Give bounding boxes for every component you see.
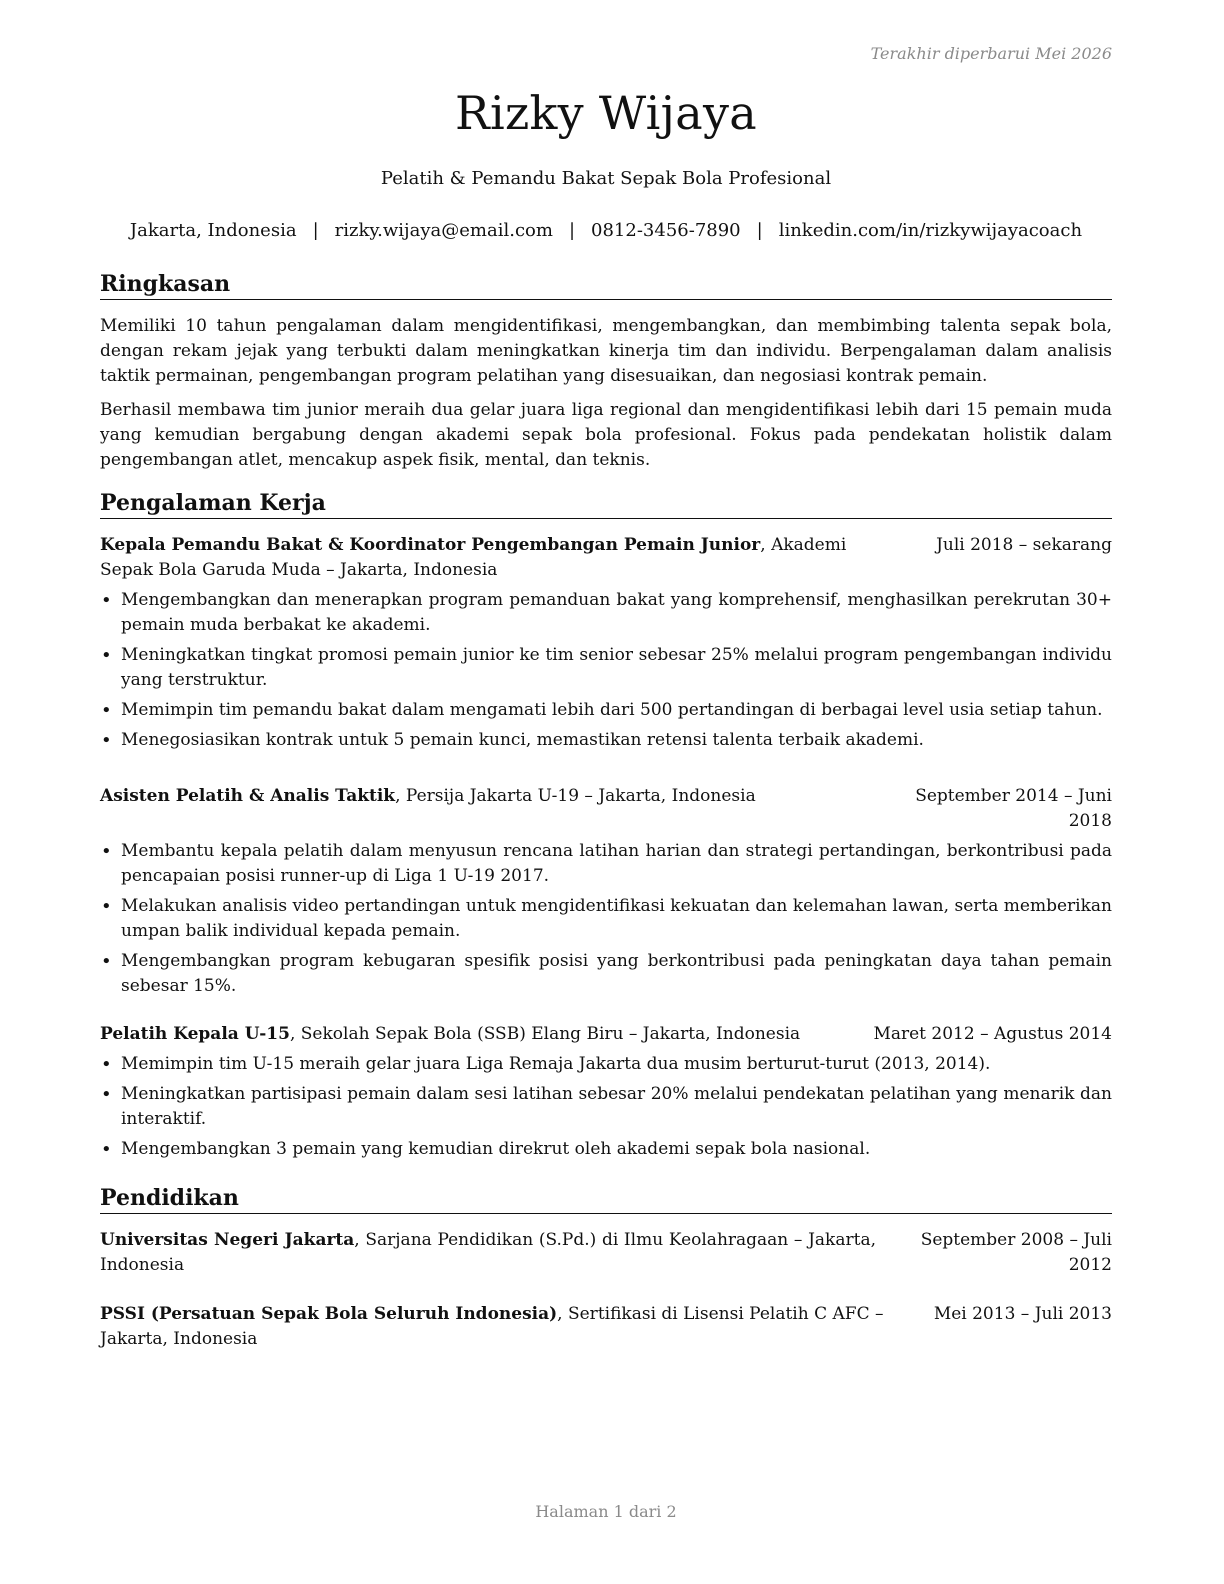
education-institution: Universitas Negeri Jakarta: [100, 1230, 355, 1250]
list-item: • Mengembangkan program kebugaran spesifik posisi yang berkontribusi pada peningkatan daya tahan pemain sebesar 15%.: [100, 949, 1112, 999]
list-item: • Memimpin tim U-15 meraih gelar juara Liga Remaja Jakarta dua musim berturut-turut (2013, 2014).: [100, 1052, 1112, 1077]
list-item: • Mengembangkan dan menerapkan program pemanduan bakat yang komprehensif, menghasilkan perekrutan 30+ pemain muda berbakat ke akademi.: [100, 588, 1112, 638]
resume-page: [100, 0, 1112, 1584]
job-dates: Juli 2018 – sekarang: [936, 535, 1112, 555]
education-title-line: [100, 1302, 890, 1352]
list-item: • Menegosiasikan kontrak untuk 5 pemain kunci, memastikan retensi talenta terbaik akademi.: [100, 728, 1112, 753]
summary-paragraph: Berhasil membawa tim junior meraih dua gelar juara liga regional dan mengidentifikasi lebih dari 15 pemain muda yang kemudian bergabung dengan akademi sepak bola profesional. Fokus pada pendekatan holistik dalam pengembangan atlet, mencakup aspek fisik, mental, dan teknis.: [100, 400, 1112, 470]
section-title-education: Pendidikan: [100, 1184, 1112, 1214]
list-item: • Membantu kepala pelatih dalam menyusun rencana latihan harian dan strategi pertandingan, berkontribusi pada pencapaian posisi runner-up di Liga 1 U-19 2017.: [100, 839, 1112, 889]
job-achievements: [100, 1052, 1112, 1167]
education-institution: PSSI (Persatuan Sepak Bola Seluruh Indonesia): [100, 1304, 558, 1324]
education-title-line: [100, 1228, 876, 1278]
list-item: • Melakukan analisis video pertandingan untuk mengidentifikasi kekuatan dan kelemahan lawan, serta memberikan umpan balik individual kepada pemain.: [100, 894, 1112, 944]
section-title-experience: Pengalaman Kerja: [100, 489, 1112, 519]
contact-phone[interactable]: 0812-3456-7890: [591, 220, 741, 241]
education-dates: September 2008 – Juli 2012: [920, 1230, 1112, 1275]
job-dates: Maret 2012 – Agustus 2014: [873, 1024, 1112, 1044]
contact-separator: |: [312, 220, 319, 241]
education-dates: Mei 2013 – Juli 2013: [933, 1304, 1112, 1324]
section-title-summary: Ringkasan: [100, 270, 1112, 300]
contact-email[interactable]: rizky.wijaya@email.com: [334, 220, 553, 241]
job-role: Pelatih Kepala U-15: [100, 1024, 290, 1044]
list-item: • Mengembangkan 3 pemain yang kemudian direkrut oleh akademi sepak bola nasional.: [100, 1137, 1112, 1162]
job-role: Asisten Pelatih & Analis Taktik: [100, 786, 396, 806]
job-dates: September 2014 – Juni 2018: [915, 786, 1112, 831]
list-item: • Meningkatkan tingkat promosi pemain junior ke tim senior sebesar 25% melalui program pengembangan individu yang terstruktur.: [100, 643, 1112, 693]
job-achievements: [100, 588, 1112, 758]
contact-separator: |: [756, 220, 763, 241]
candidate-name: Rizky Wijaya: [455, 86, 757, 140]
last-updated-note: Terakhir diperbarui Mei 2026: [870, 44, 1112, 63]
job-achievements: [100, 839, 1112, 1004]
list-item: • Meningkatkan partisipasi pemain dalam sesi latihan sebesar 20% melalui pendekatan pelatihan yang menarik dan interaktif.: [100, 1082, 1112, 1132]
job-organization: , Sekolah Sepak Bola (SSB) Elang Biru – Jakarta, Indonesia: [289, 1024, 801, 1044]
candidate-headline: Pelatih & Pemandu Bakat Sepak Bola Profesional: [380, 168, 832, 189]
contact-line: [100, 220, 1112, 241]
contact-separator: |: [568, 220, 576, 241]
contact-location: Jakarta, Indonesia: [129, 220, 297, 241]
job-title-line: [100, 784, 880, 809]
job-title-line: [100, 1022, 870, 1047]
list-item: • Memimpin tim pemandu bakat dalam mengamati lebih dari 500 pertandingan di berbagai level usia setiap tahun.: [100, 698, 1112, 723]
job-title-line: [100, 533, 900, 583]
contact-linkedin[interactable]: linkedin.com/in/rizkywijayacoach: [778, 220, 1083, 241]
job-role: Kepala Pemandu Bakat & Koordinator Pengembangan Pemain Junior: [100, 535, 761, 555]
education-detail: , Sertifikasi di Lisensi Pelatih C AFC – Jakarta, Indonesia: [100, 1304, 884, 1349]
job-organization: , Akademi Sepak Bola Garuda Muda – Jakarta, Indonesia: [100, 535, 847, 580]
education-detail: , Sarjana Pendidikan (S.Pd.) di Ilmu Keolahragaan – Jakarta, Indonesia: [100, 1230, 876, 1275]
job-organization: , Persija Jakarta U-19 – Jakarta, Indonesia: [395, 786, 756, 806]
summary-paragraph: Memiliki 10 tahun pengalaman dalam mengidentifikasi, mengembangkan, dan membimbing talenta sepak bola, dengan rekam jejak yang terbukti dalam meningkatkan kinerja tim dan individu. Berpengalaman dalam analisis taktik permainan, pengembangan program pelatihan yang disesuaikan, dan negosiasi kontrak pemain.: [100, 316, 1112, 386]
page-number: Halaman 1 dari 2: [535, 1502, 677, 1521]
